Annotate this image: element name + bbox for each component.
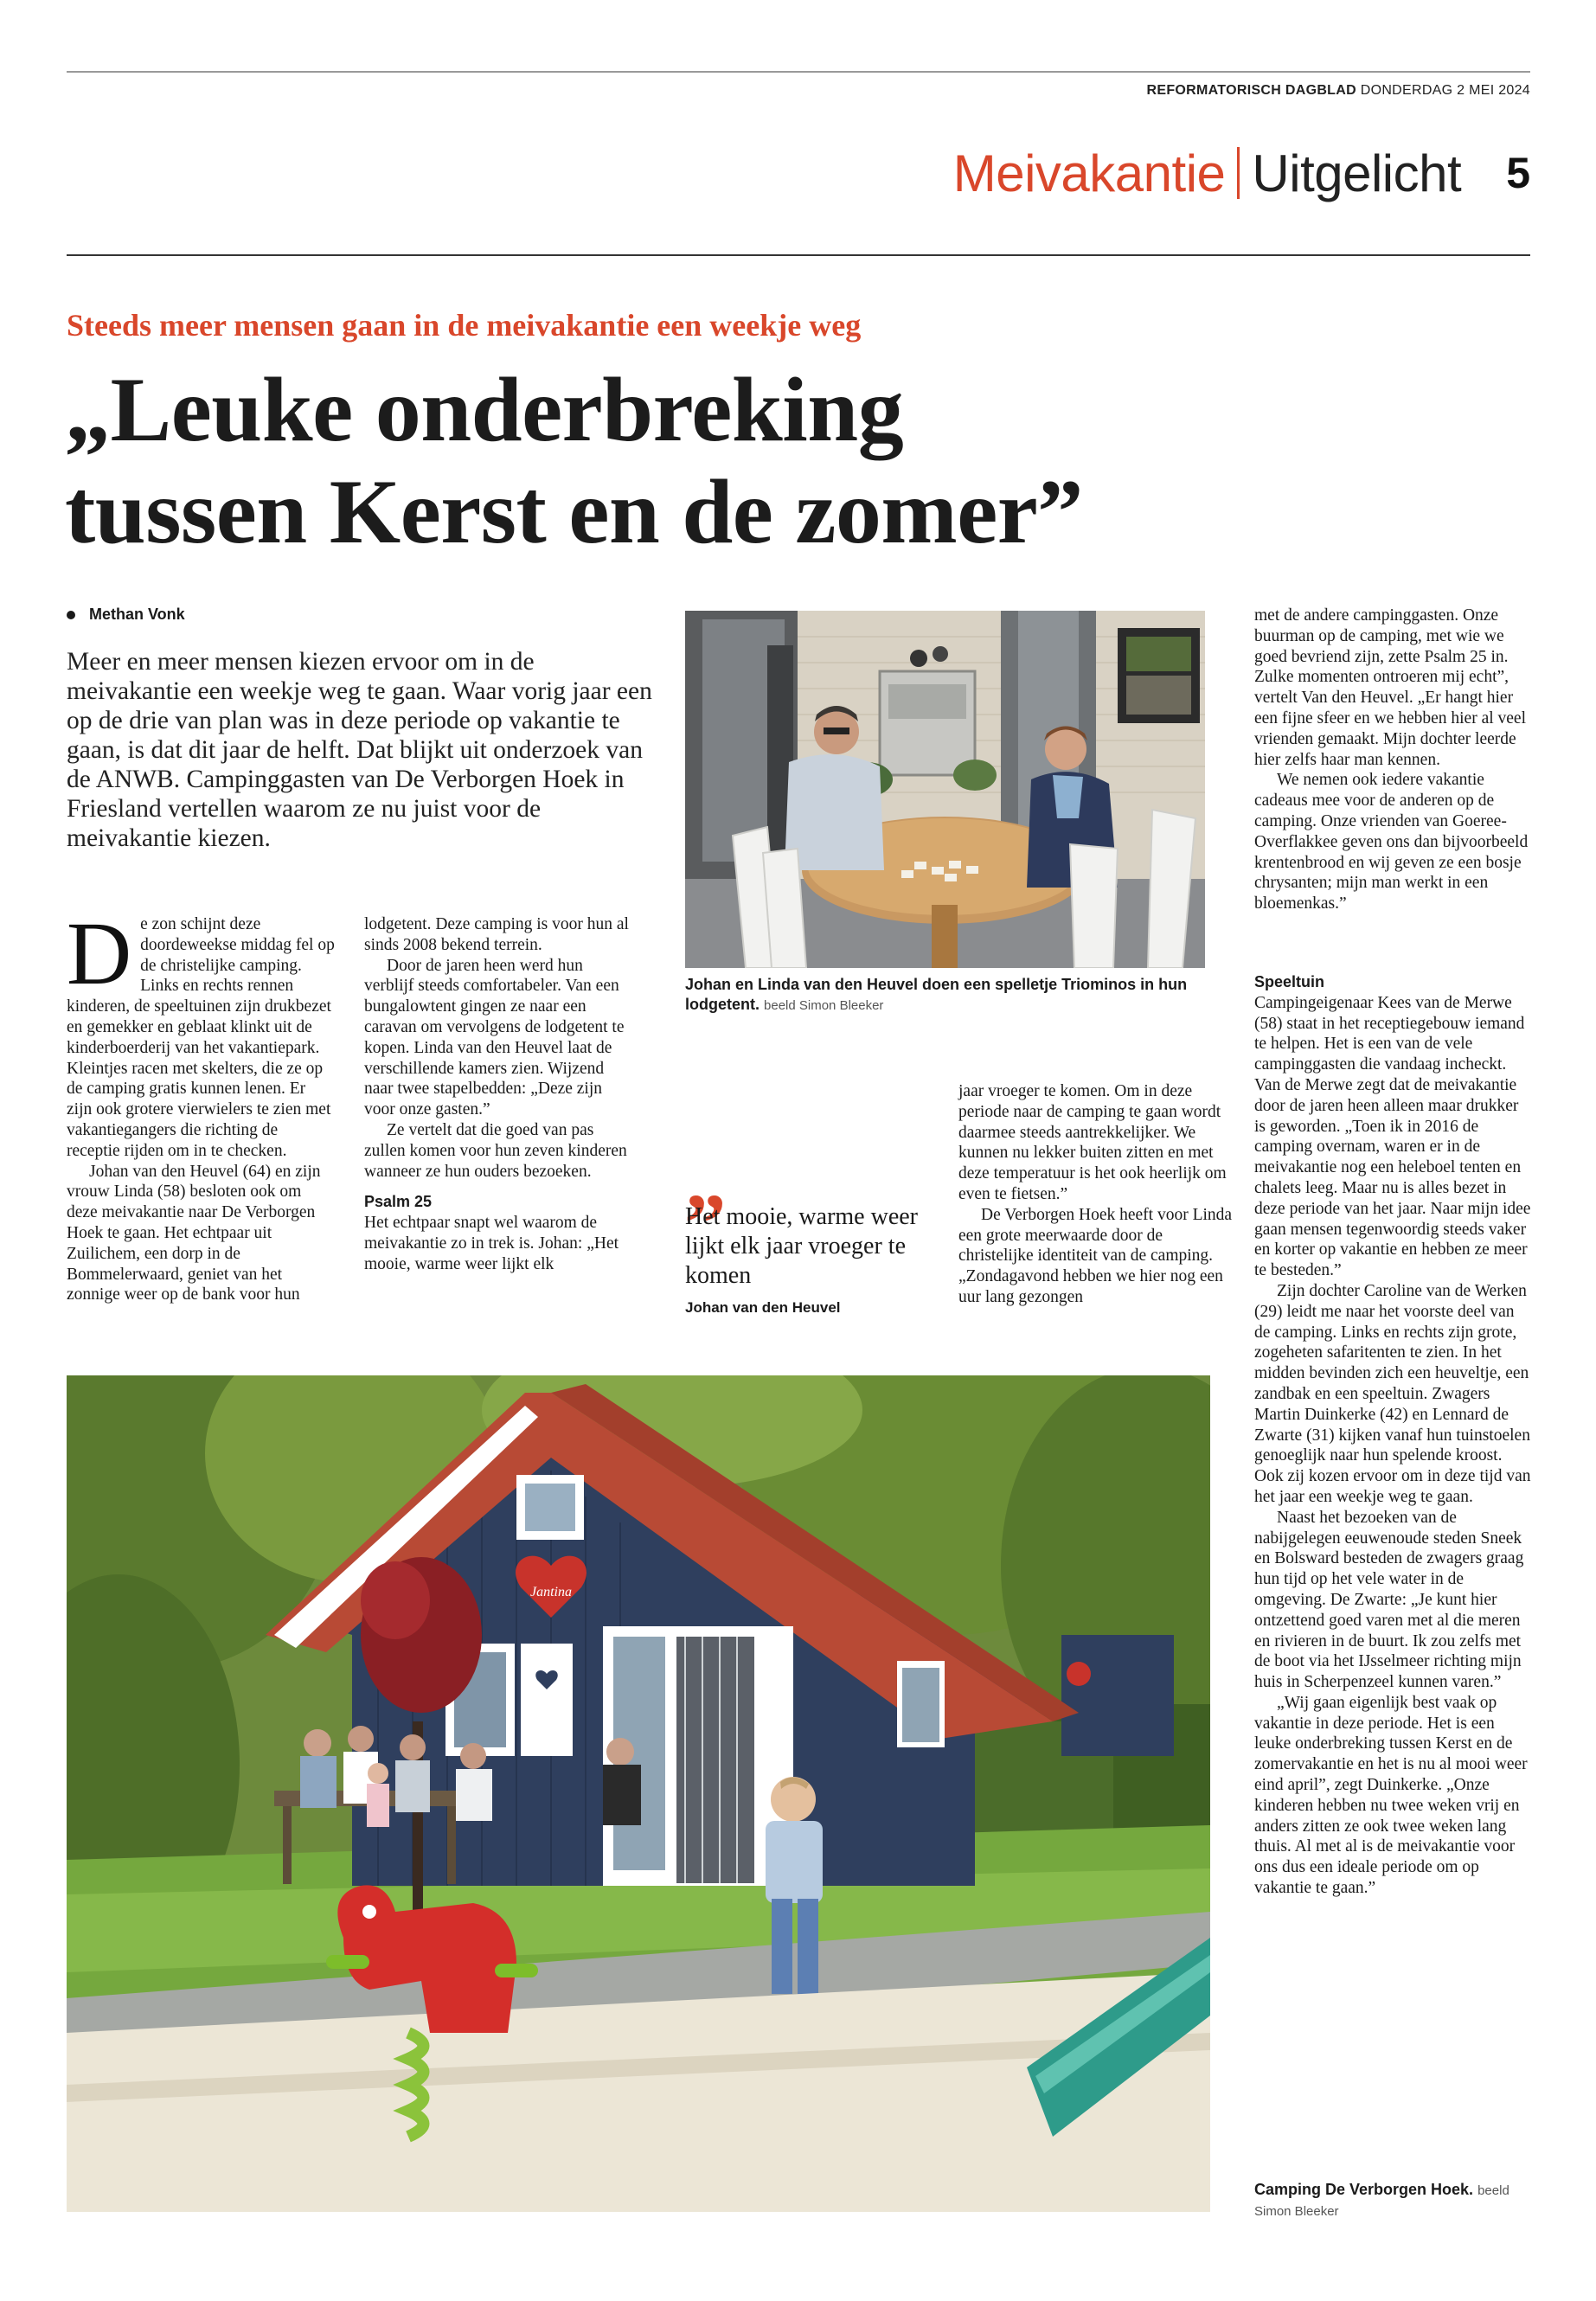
- caption-text: Camping De Verborgen Hoek.: [1254, 2181, 1474, 2198]
- article-column-5-continued: [1254, 972, 1531, 1899]
- photo-cabin-illustration: [67, 1375, 1210, 2212]
- article-column-5: [1254, 606, 1531, 914]
- quote-mark-icon: „: [685, 1133, 727, 1226]
- article-intro: Meer en meer mensen kiezen ervoor om in de meivakantie een weekje weg te gaan. Waar vorig jaar een op de drie van plan was in deze periode op vakantie te gaan, is dat dit jaar de helft. Dat blijkt uit onderzoek van de ANWB. Campinggasten van De Verborgen Hoek in Friesland vertellen waarom ze nu juist voor de meivakantie kiezen.: [67, 648, 652, 852]
- paragraph: [67, 904, 335, 1162]
- paragraph: De Verborgen Hoek heeft voor Linda een grote meerwaarde door de christelijke identiteit van de camping. „Zondagavond hebben we hier nog een uur lang gezongen: [958, 1205, 1233, 1306]
- paragraph: Campingeigenaar Kees van de Merwe (58) staat in het receptiegebouw iemand te helpen. Het is een van de vele campinggasten die vandaag incheckt. Van de Merwe zegt dat de meivakantie door de jaren heen alleen maar drukker is geworden. „Toen ik in 2016 de camping overnam, waren er in de meivakantie nog een heleboel tenten en chalets leeg. Maar nu is alles bezet in deze periode van het jaar. Naar mijn idee gaan mensen tegenwoordig steeds vaker en korter op vakantie en hebben ze meer te besteden.”: [1254, 993, 1531, 1280]
- article-column-1: [67, 904, 335, 1305]
- top-rule: [67, 71, 1530, 73]
- paragraph: Zijn dochter Caroline van de Werken (29) leidt me naar het voorste deel van de camping. Links en rechts zijn grote, zogeheten safaritenten te zien. In het midden bevinden zich een heuveltje, een zandbak en een speeltuin. Zwagers Martin Duinkerke (42) en Lennard de Zwarte (31) kijken vanaf hun tuinstoelen genoeglijk naar hun spelende kroost. Ook zij kozen ervoor om in deze tijd van het jaar een weekje weg te gaan.: [1254, 1281, 1531, 1506]
- photo-credit: beeld Simon Bleeker: [764, 998, 884, 1013]
- photo-lodgetent-interior: [685, 611, 1205, 968]
- section-header: [953, 138, 1530, 208]
- byline-bullet-icon: [67, 611, 75, 619]
- paragraph: lodgetent. Deze camping is voor hun al sinds 2008 bekend terrein.: [364, 915, 629, 954]
- issue-date: DONDERDAG 2 MEI 2024: [1360, 83, 1530, 98]
- masthead: [1147, 83, 1530, 99]
- section-subtitle: Uitgelicht: [1252, 144, 1462, 202]
- headline-line-2: tussen Kerst en de zomer”: [65, 461, 1083, 562]
- section-divider: [1237, 147, 1240, 199]
- photo-credit: beeld Simon Bleeker: [1254, 2183, 1509, 2219]
- subheading-speeltuin: Speeltuin: [1254, 973, 1325, 990]
- paragraph: Door de jaren heen werd hun verblijf steeds comfortabeler. Van een bungalowtent gingen ze naar een caravan om vervolgens de lodgetent te kopen. Linda van den Heuvel laat de verschillende kamers zien. Wijzend naar twee stapelbedden: „Deze zijn voor onze gasten.”: [364, 956, 625, 1119]
- header-rule: [67, 254, 1530, 256]
- headline-line-1: „Leuke onderbreking: [65, 359, 904, 460]
- drop-cap: D: [67, 904, 132, 1003]
- newspaper-name: REFORMATORISCH DAGBLAD: [1146, 83, 1356, 98]
- paragraph: We nemen ook iedere vakantie cadeaus mee voor de anderen op de camping. Onze vrienden van Goeree-Overflakkee geven ons dan bijvoorbeeld krentenbrood en wij geven ze een bosje chrysanten; mijn man werkt in een bloemenkas.”: [1254, 771, 1529, 913]
- article-column-4: [958, 1081, 1234, 1308]
- paragraph: met de andere campinggasten. Onze buurman op de camping, met wie we goed bevriend zijn, zette Psalm 25 in. Zulke momenten ontroeren mij echt”, vertelt Van den Heuvel. „Er hangt hier een fijne sfeer en we hebben hier al veel vrienden gemaakt. Mijn dochter leerde hier zelfs haar man kennen.: [1254, 606, 1526, 769]
- cabin-sign: Jantina: [530, 1585, 572, 1599]
- article-kicker: Steeds meer mensen gaan in de meivakantie een weekje weg: [67, 308, 862, 343]
- photo-top-caption: [685, 975, 1221, 1016]
- paragraph: Ze vertelt dat die goed van pas zullen komen voor hun zeven kinderen wanneer ze hun ouders bezoeken.: [364, 1120, 627, 1181]
- photo-lodgetent-illustration: [685, 611, 1205, 968]
- paragraph: Naast het bezoeken van de nabijgelegen eeuwenoude steden Sneek en Bolsward besteden de zwagers graag hun tijd op het vele water in de omgeving. De Zwarte: „Je kunt hier ontzettend goed varen met al die meren en rivieren in de buurt. Ik zou zelfs met de boot via het IJsselmeer richting mijn huis in Scherpenzeel kunnen varen.”: [1254, 1508, 1524, 1692]
- pull-quote: Het mooie, warme weer lijkt elk jaar vroeger te komen: [685, 1203, 918, 1289]
- subheading-psalm: Psalm 25: [364, 1193, 433, 1211]
- page-number: 5: [1506, 149, 1530, 197]
- caption-text: Johan en Linda van den Heuvel doen een spelletje Triominos in hun lodgetent.: [685, 976, 1188, 1013]
- author-name: Methan Vonk: [89, 606, 185, 623]
- photo-main-caption: [1254, 2180, 1531, 2221]
- paragraph: Het echtpaar snapt wel waarom de meivakantie zo in trek is. Johan: „Het mooie, warme weer lijkt elk: [364, 1214, 619, 1273]
- byline: [67, 606, 185, 624]
- paragraph: „Wij gaan eigenlijk best vaak op vakantie in deze periode. Het is een leuke onderbreking tussen Kerst en de zomervakantie en het is nu al mooi weer eind april”, zegt Duinkerke. „Onze kinderen hebben nu twee weken vrij en anders zitten ze ook twee weken lang thuis. Al met al is de meivakantie voor ons dus een ideale periode om op vakantie te gaan.”: [1254, 1693, 1528, 1898]
- pull-quote-author: Johan van den Heuvel: [685, 1299, 841, 1316]
- paragraph: jaar vroeger te komen. Om in deze periode naar de camping te gaan wordt daarmee steeds aantrekkelijker. We kunnen nu lekker buiten zitten en met deze temperatuur is het ook heerlijk om even te fietsen.”: [958, 1082, 1227, 1203]
- paragraph-text: e zon schijnt deze doordeweekse middag fel op de christelijke camping. Links en rechts rennen kinderen, de speeltuinen zijn drukbezet en gemekker en geblaat klinkt uit de kinderboerderij van het vakantiepark. Kleintjes racen met skelters, die ze op de camping gratis kunnen lenen. Er zijn ook grotere vierwielers te zien met vakantiegangers die richting de receptie rijden om in te checken.: [67, 915, 335, 1160]
- section-name: Meivakantie: [952, 144, 1226, 202]
- paragraph: Johan van den Heuvel (64) en zijn vrouw Linda (58) besloten ook om deze meivakantie naar De Verborgen Hoek te gaan. Het echtpaar uit Zuilichem, een dorp in de Bommelerwaard, geniet van het zonnige weer op de bank voor hun: [67, 1162, 321, 1304]
- article-column-2: [364, 914, 632, 1275]
- photo-camping-cabin: [67, 1375, 1210, 2212]
- article-headline: [65, 359, 1083, 563]
